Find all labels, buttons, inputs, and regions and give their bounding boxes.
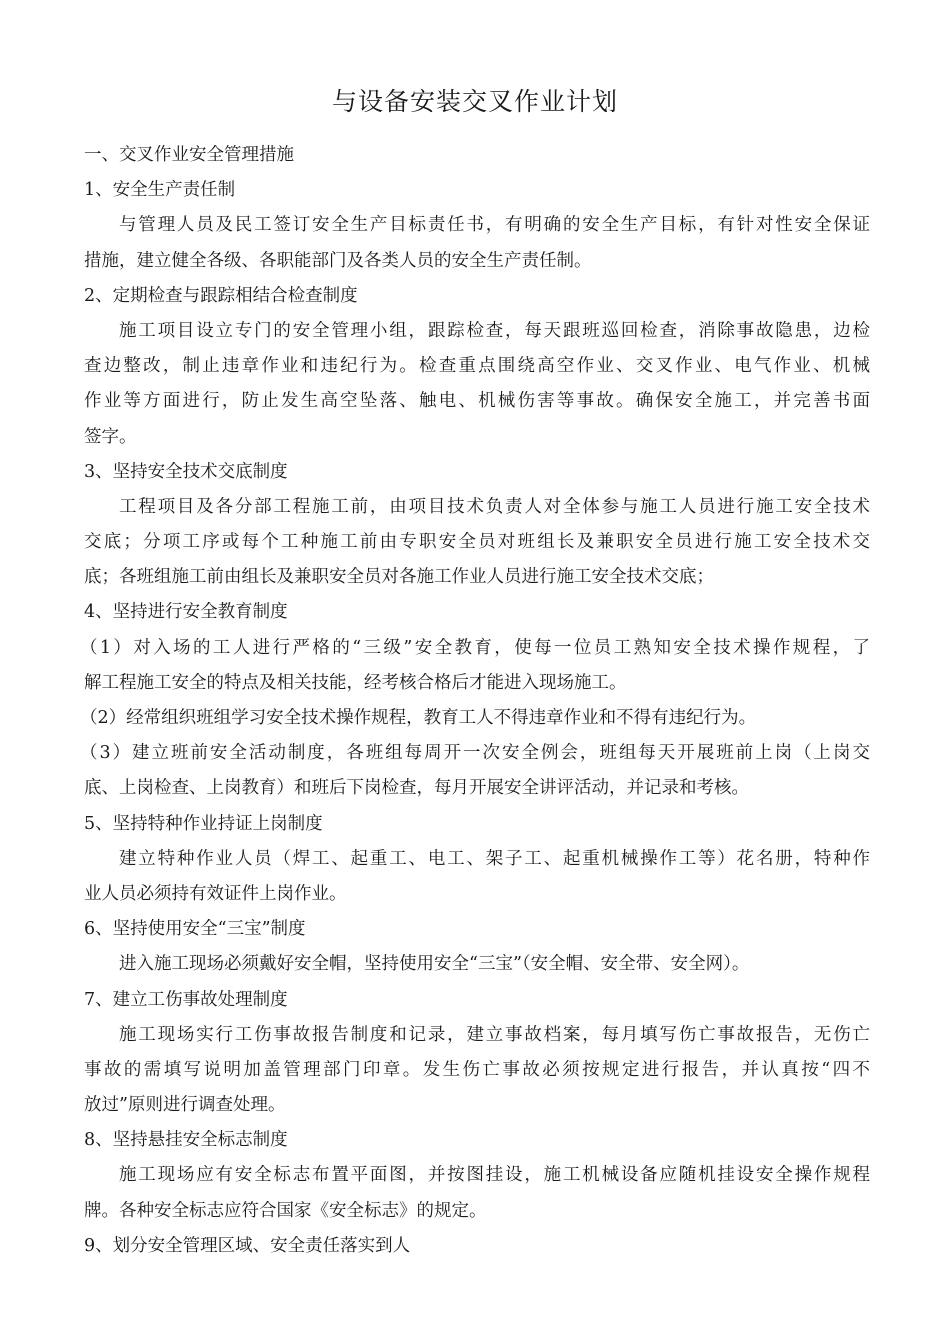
subsection-heading: 4、坚持进行安全教育制度 <box>84 602 288 623</box>
paragraph-line: 放过”原则进行调查处理。 <box>84 1095 286 1116</box>
paragraph-line: 业人员必须持有效证件上岗作业。 <box>84 883 347 904</box>
paragraph-line: 进入施工现场必须戴好安全帽，坚持使用安全“三宝”（安全帽、安全带、安全网）。 <box>119 954 750 975</box>
paragraph-line: 工程项目及各分部工程施工前，由项目技术负责人对全体参与施工人员进行施工安全技术 <box>119 496 870 517</box>
paragraph-line: 交底；分项工序或每个工种施工前由专职安全员对班组长及兼职安全员进行施工安全技术交 <box>84 532 870 553</box>
subsection-heading: 6、坚持使用安全“三宝”制度 <box>84 919 306 940</box>
paragraph-line: 施工项目设立专门的安全管理小组，跟踪检查，每天跟班巡回检查，消除事故隐患，边检 <box>119 320 870 341</box>
list-item-line: （3）建立班前安全活动制度，各班组每周开一次安全例会，班组每天开展班前上岗（上岗交 <box>80 743 870 764</box>
list-item-line: （2）经常组织班组学习安全技术操作规程，教育工人不得违章作业和不得有违纪行为。 <box>80 708 757 728</box>
paragraph-line: 事故的需填写说明加盖管理部门印章。发生伤亡事故必须按规定进行报告，并认真按“四不 <box>84 1059 870 1080</box>
paragraph-line: 施工现场应有安全标志布置平面图，并按图挂设，施工机械设备应随机挂设安全操作规程 <box>119 1165 870 1186</box>
subsection-heading: 1、安全生产责任制 <box>84 180 236 201</box>
paragraph-line: 牌。各种安全标志应符合国家《安全标志》的规定。 <box>84 1200 487 1221</box>
paragraph-line: 施工现场实行工伤事故报告制度和记录，建立事故档案，每月填写伤亡事故报告，无伤亡 <box>119 1024 870 1045</box>
section-heading: 一、交叉作业安全管理措施 <box>84 145 294 165</box>
list-item-line: 解工程施工安全的特点及相关技能，经考核合格后才能进入现场施工。 <box>84 672 627 693</box>
subsection-heading: 9、划分安全管理区域、安全责任落实到人 <box>84 1235 411 1256</box>
paragraph-line: 作业等方面进行，防止发生高空坠落、触电、机械伤害等事故。确保安全施工，并完善书面 <box>84 391 870 412</box>
document-title: 与设备安装交叉作业计划 <box>331 87 618 116</box>
subsection-heading: 3、坚持安全技术交底制度 <box>84 461 288 482</box>
paragraph-line: 底；各班组施工前由组长及兼职安全员对各施工作业人员进行施工安全技术交底； <box>84 567 714 588</box>
list-item-line: 底、上岗检查、上岗教育）和班后下岗检查，每月开展安全讲评活动，并记录和考核。 <box>84 778 749 799</box>
list-item-line: （1）对入场的工人进行严格的“三级”安全教育，使每一位员工熟知安全技术操作规程，了 <box>80 637 870 658</box>
paragraph-line: 与管理人员及民工签订安全生产目标责任书，有明确的安全生产目标，有针对性安全保证 <box>119 215 870 236</box>
subsection-heading: 7、建立工伤事故处理制度 <box>84 989 288 1010</box>
document-body <box>80 138 870 1264</box>
paragraph-line: 签字。 <box>84 426 137 447</box>
subsection-heading: 5、坚持特种作业持证上岗制度 <box>84 813 323 834</box>
subsection-heading: 2、定期检查与跟踪相结合检查制度 <box>84 285 358 306</box>
paragraph-line: 建立特种作业人员（焊工、起重工、电工、架子工、起重机械操作工等）花名册，特种作 <box>119 848 870 869</box>
subsection-heading: 8、坚持悬挂安全标志制度 <box>84 1130 288 1151</box>
paragraph-line: 查边整改，制止违章作业和违纪行为。检查重点围绕高空作业、交叉作业、电气作业、机械 <box>84 356 870 377</box>
paragraph-line: 措施，建立健全各级、各职能部门及各类人员的安全生产责任制。 <box>84 250 592 271</box>
